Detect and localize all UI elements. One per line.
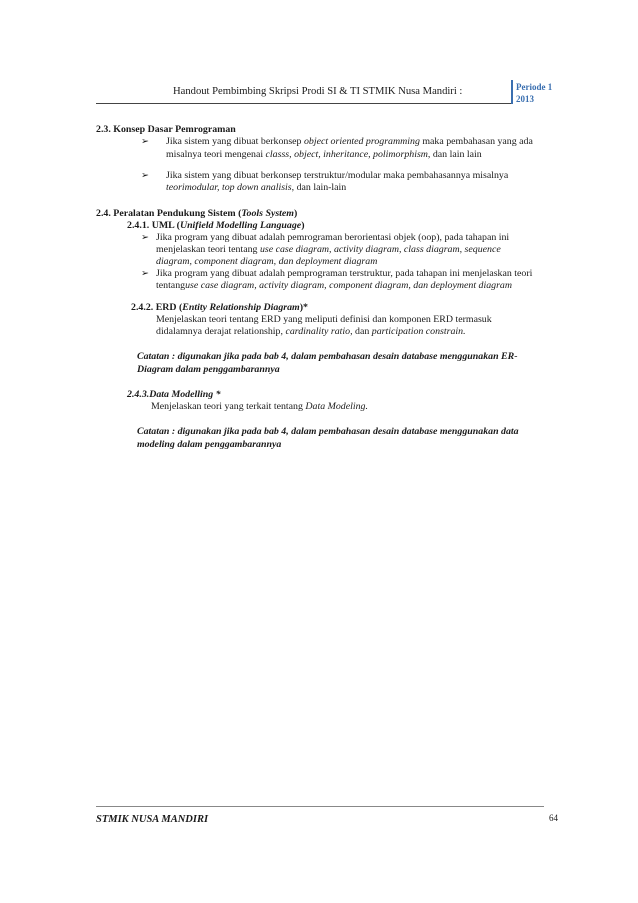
period-line-2: 2013 <box>516 93 534 104</box>
page-number: 64 <box>549 813 558 823</box>
header-title: Handout Pembimbing Skripsi Prodi SI & TI STMIK Nusa Mandiri : <box>173 86 463 97</box>
note-erd-line2: Diagram dalam penggambarannya <box>137 364 280 375</box>
header-divider <box>511 80 513 104</box>
arrowhead-bullet-icon: ➢ <box>141 269 149 279</box>
note-data-modeling-line1: Catatan : digunakan jika pada bab 4, dalam pembahasan desain database menggunakan data <box>137 426 519 437</box>
section-2-3-heading: 2.3. Konsep Dasar Pemrograman <box>96 124 236 135</box>
section-2-4-2-heading: 2.4.2. ERD (Entity Relationship Diagram)* <box>131 302 308 313</box>
section-2-4-1-heading: 2.4.1. UML (Unifield Modelling Language) <box>127 220 305 231</box>
uml-oop-line1: Jika program yang dibuat adalah pemrograman berorientasi objek (oop), pada tahapan ini <box>156 232 510 243</box>
section-2-4-3-heading: 2.4.3.Data Modelling * <box>127 389 221 400</box>
uml-oop-line2: menjelaskan teori tentang use case diagram, activity diagram, class diagram, sequence <box>156 244 501 255</box>
footer-institution: STMIK NUSA MANDIRI <box>96 814 209 825</box>
arrowhead-bullet-icon: ➢ <box>141 233 149 243</box>
erd-line1: Menjelaskan teori tentang ERD yang meliputi definisi dan komponen ERD termasuk <box>156 314 492 325</box>
uml-structured-line1: Jika program yang dibuat adalah pemprograman terstruktur, pada tahapan ini menjelaskan teori <box>156 268 533 279</box>
uml-oop-line3: diagram, component diagram, dan deployment diagram <box>156 256 378 267</box>
data-modelling-line: Menjelaskan teori yang terkait tentang Data Modeling. <box>151 401 368 412</box>
note-erd-line1: Catatan : digunakan jika pada bab 4, dalam pembahasan desain database menggunakan ER- <box>137 351 518 362</box>
bullet-structured-line2: teorimodular, top down analisis, dan lain-lain <box>166 182 347 193</box>
bullet-oop-line1: Jika sistem yang dibuat berkonsep object oriented programming maka pembahasan yang ada <box>166 136 533 147</box>
arrowhead-bullet-icon: ➢ <box>141 171 149 181</box>
arrowhead-bullet-icon: ➢ <box>141 137 149 147</box>
header-rule <box>96 103 512 104</box>
section-2-4-heading: 2.4. Peralatan Pendukung Sistem (Tools System) <box>96 208 298 219</box>
period-line-1: Periode 1 <box>516 82 553 92</box>
period-label <box>516 82 552 105</box>
note-data-modeling-line2: modeling dalam penggambarannya <box>137 439 282 450</box>
bullet-oop-line2: misalnya teori mengenai classs, object, inheritance, polimorphism, dan lain lain <box>166 149 482 160</box>
uml-structured-line2: tentanguse case diagram, activity diagram, component diagram, dan deployment diagram <box>156 280 513 291</box>
footer-rule <box>96 806 544 807</box>
erd-line2: didalamnya derajat relationship, cardinality ratio, dan participation constrain. <box>156 326 466 337</box>
bullet-structured-line1: Jika sistem yang dibuat berkonsep terstruktur/modular maka pembahasannya misalnya <box>166 170 509 181</box>
